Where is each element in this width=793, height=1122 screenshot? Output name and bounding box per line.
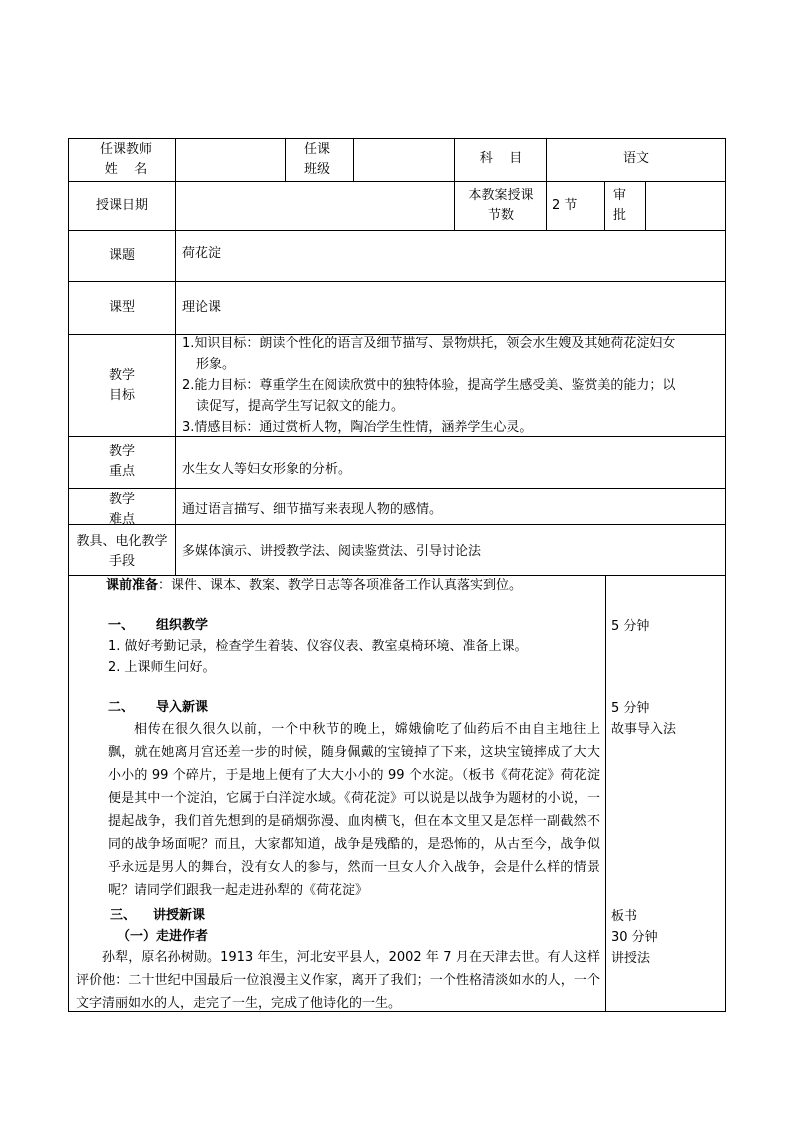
- section-time: 5 分钟: [611, 619, 650, 634]
- goals-label: 目标: [108, 388, 135, 403]
- section-title: 导入新课: [156, 700, 209, 715]
- col-divider: [605, 575, 606, 1012]
- row-divider: [68, 230, 726, 231]
- prep-label: 课前准备: [106, 578, 159, 593]
- key-label: 教学: [108, 444, 135, 459]
- section-number: 二、: [108, 700, 135, 715]
- teacher-label: 任课教师: [99, 142, 152, 157]
- table-border: [68, 138, 726, 139]
- goal-item: 形象。: [196, 357, 236, 372]
- class-label: 任课: [304, 142, 331, 157]
- col-divider: [645, 181, 646, 230]
- topic-label: 课题: [108, 248, 135, 263]
- col-divider: [353, 138, 354, 181]
- section-item: 2. 上课师生问好。: [108, 660, 216, 675]
- col-divider: [604, 181, 605, 230]
- author-paragraph: 孙犁，原名孙树勋。1913 年生，河北安平县人，2002 年 7 月在天津去世。有人这样评价他：二十世纪中国最后一位浪漫主义作家，离开了我们；一个性格清淡如水的人，一个文字清丽如水的人，走完了一生，完成了他诗化的一生。: [76, 950, 600, 1011]
- difficulty-value: 通过语言描写、细节描写来表现人物的感情。: [182, 502, 443, 517]
- type-label: 课型: [108, 300, 135, 315]
- topic-value: 荷花淀: [182, 246, 222, 261]
- section-title: 组织教学: [156, 618, 209, 633]
- table-border: [68, 138, 69, 1012]
- goal-item: 3.情感目标：通过赏析人物，陶冶学生性情，涵养学生心灵。: [182, 420, 533, 435]
- subject-value: 语文: [622, 151, 649, 166]
- class-label: 班级: [304, 162, 331, 177]
- section-note: 板书: [611, 909, 638, 924]
- section-title: 讲授新课: [153, 908, 206, 923]
- subsection-title: （一）走进作者: [117, 929, 209, 944]
- difficulty-label: 教学: [108, 492, 135, 507]
- tools-value: 多媒体演示、讲授教学法、阅读鉴赏法、引导讨论法: [182, 544, 482, 559]
- goal-item: 2.能力目标：尊重学生在阅读欣赏中的独特体验，提高学生感受美、鉴赏美的能力；以: [182, 378, 676, 393]
- key-label: 重点: [108, 464, 135, 479]
- table-border: [725, 138, 726, 1012]
- prep-line: [106, 576, 522, 596]
- type-value: 理论课: [182, 300, 222, 315]
- section-method: 讲授法: [611, 951, 651, 966]
- approve-label: 审: [613, 188, 627, 203]
- goal-item: 1.知识目标：朗读个性化的语言及细节描写、景物烘托，领会水生嫂及其她荷花淀妇女: [182, 336, 676, 351]
- prep-text: ：课件、课本、教案、教学日志等各项准备工作认真落实到位。: [158, 578, 523, 593]
- row-divider: [68, 281, 726, 282]
- intro-paragraph: 相传在很久很久以前，一个中秋节的晚上，嫦娥偷吃了仙药后不由自主地往上飘，就在她离月宫还差一步的时候，随身佩戴的宝镜掉了下来，这块宝镜摔成了大大小小的 99 个碎片，于是地上便有了大大小小的 99 个水淀。（板书《荷花淀》荷花淀便是其中一个淀泊，它属于白洋淀水域。《荷花淀》可以说是以战争为题材的小说，一提起战争，我们首先想到的是硝烟弥漫、血肉横飞，但在本文里又是怎样一副截然不同的战争场面呢？而且，大家都知道，战争是残酷的，是恐怖的，从古至今，战争似乎永远是男人的舞台，没有女人的参与，然而一旦女人介入战争，会是什么样的情景呢？请同学们跟我一起走进孙犁的《荷花淀》: [108, 722, 600, 898]
- section-item: 1. 做好考勤记录，检查学生着装、仪容仪表、教室桌椅环境、准备上课。: [108, 639, 528, 654]
- tools-label: 教具、电化教学: [76, 534, 168, 549]
- goals-label: 教学: [108, 368, 135, 383]
- hours-label: 本教案授课: [468, 188, 534, 203]
- goal-item: 读促写，提高学生写记叙文的能力。: [196, 399, 405, 414]
- col-divider: [285, 138, 286, 181]
- section-time: 30 分钟: [611, 930, 658, 945]
- tools-label: 手段: [108, 554, 135, 569]
- difficulty-label: 难点: [108, 512, 135, 527]
- section-time: 5 分钟: [611, 701, 650, 716]
- subject-label: 科 目: [479, 151, 523, 166]
- hours-label: 节数: [487, 208, 514, 223]
- row-divider: [68, 488, 726, 489]
- row-divider: [68, 181, 726, 182]
- teacher-label: 姓 名: [104, 162, 148, 177]
- key-value: 水生女人等妇女形象的分析。: [182, 462, 352, 477]
- approve-label: 批: [613, 208, 627, 223]
- section-number: 三、: [110, 908, 137, 923]
- date-label: 授课日期: [95, 198, 148, 213]
- section-number: 一、: [108, 618, 135, 633]
- hours-value: 2 节: [552, 198, 578, 213]
- section-method: 故事导入法: [611, 722, 677, 737]
